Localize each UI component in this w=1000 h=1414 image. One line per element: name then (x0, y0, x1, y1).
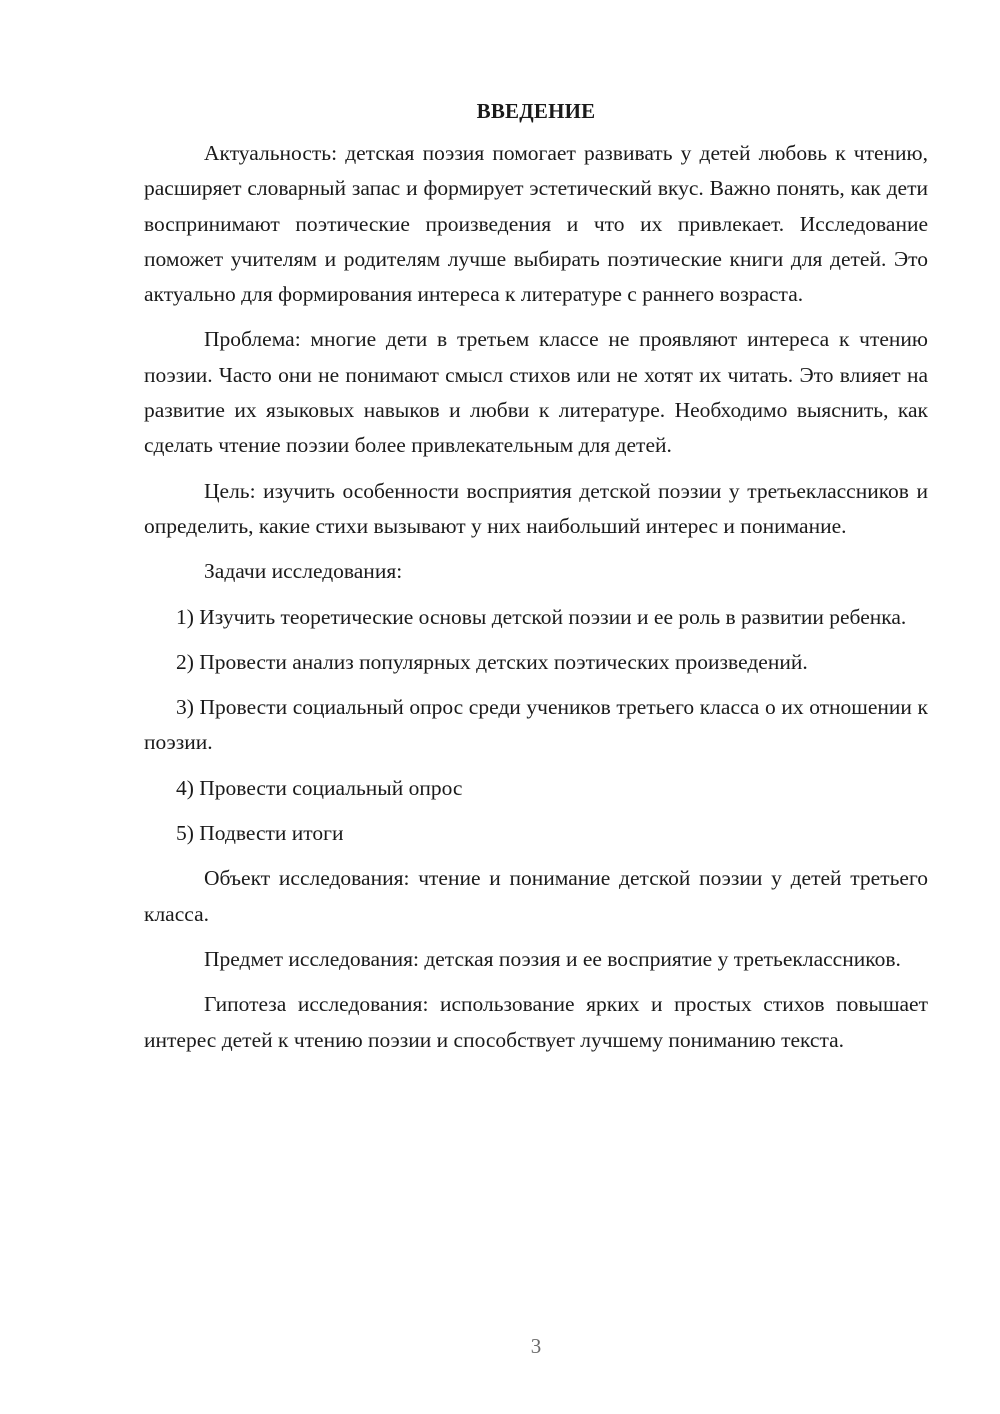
task-item-4: 4) Провести социальный опрос (176, 775, 463, 800)
page-body (144, 96, 928, 1068)
task-item-5: 5) Подвести итоги (176, 821, 344, 846)
paragraph-subject: Предмет исследования: детская поэзия и ее восприятие у третьеклассников. (204, 946, 901, 971)
paragraph-problem: Проблема: многие дети в третьем классе не проявляют интереса к чтению поэзии. Часто они не понимают смысл стихов или не хотят их читать. Это влияет на развитие их языковых навыков и любви к литературе. Необходимо выяснить, как сделать чтение поэзии более привлекательным для детей. (144, 327, 928, 458)
tasks-heading: Задачи исследования: (204, 559, 403, 584)
task-item-2: 2) Провести анализ популярных детских поэтических произведений. (176, 649, 808, 674)
page-title: ВВЕДЕНИЕ (476, 99, 596, 123)
paragraph-object: Объект исследования: чтение и понимание детской поэзии у детей третьего класса. (144, 866, 928, 926)
paragraph-goal: Цель: изучить особенности восприятия детской поэзии у третьеклассников и определить, какие стихи вызывают у них наибольший интерес и понимание. (144, 478, 928, 538)
page-number: 3 (530, 1334, 542, 1358)
paragraph-relevance: Актуальность: детская поэзия помогает развивать у детей любовь к чтению, расширяет словарный запас и формирует эстетический вкус. Важно понять, как дети воспринимают поэтические произведения и что их привлекает. Исследование поможет учителям и родителям лучше выбирать поэтические книги для детей. Это актуально для формирования интереса к литературе с раннего возраста. (144, 141, 928, 307)
task-item-3: 3) Провести социальный опрос среди учеников третьего класса о их отношении к поэзии. (144, 695, 928, 755)
task-item-1: 1) Изучить теоретические основы детской поэзии и ее роль в развитии ребенка. (176, 604, 907, 629)
paragraph-hypothesis: Гипотеза исследования: использование ярких и простых стихов повышает интерес детей к чтению поэзии и способствует лучшему пониманию текста. (144, 992, 928, 1052)
